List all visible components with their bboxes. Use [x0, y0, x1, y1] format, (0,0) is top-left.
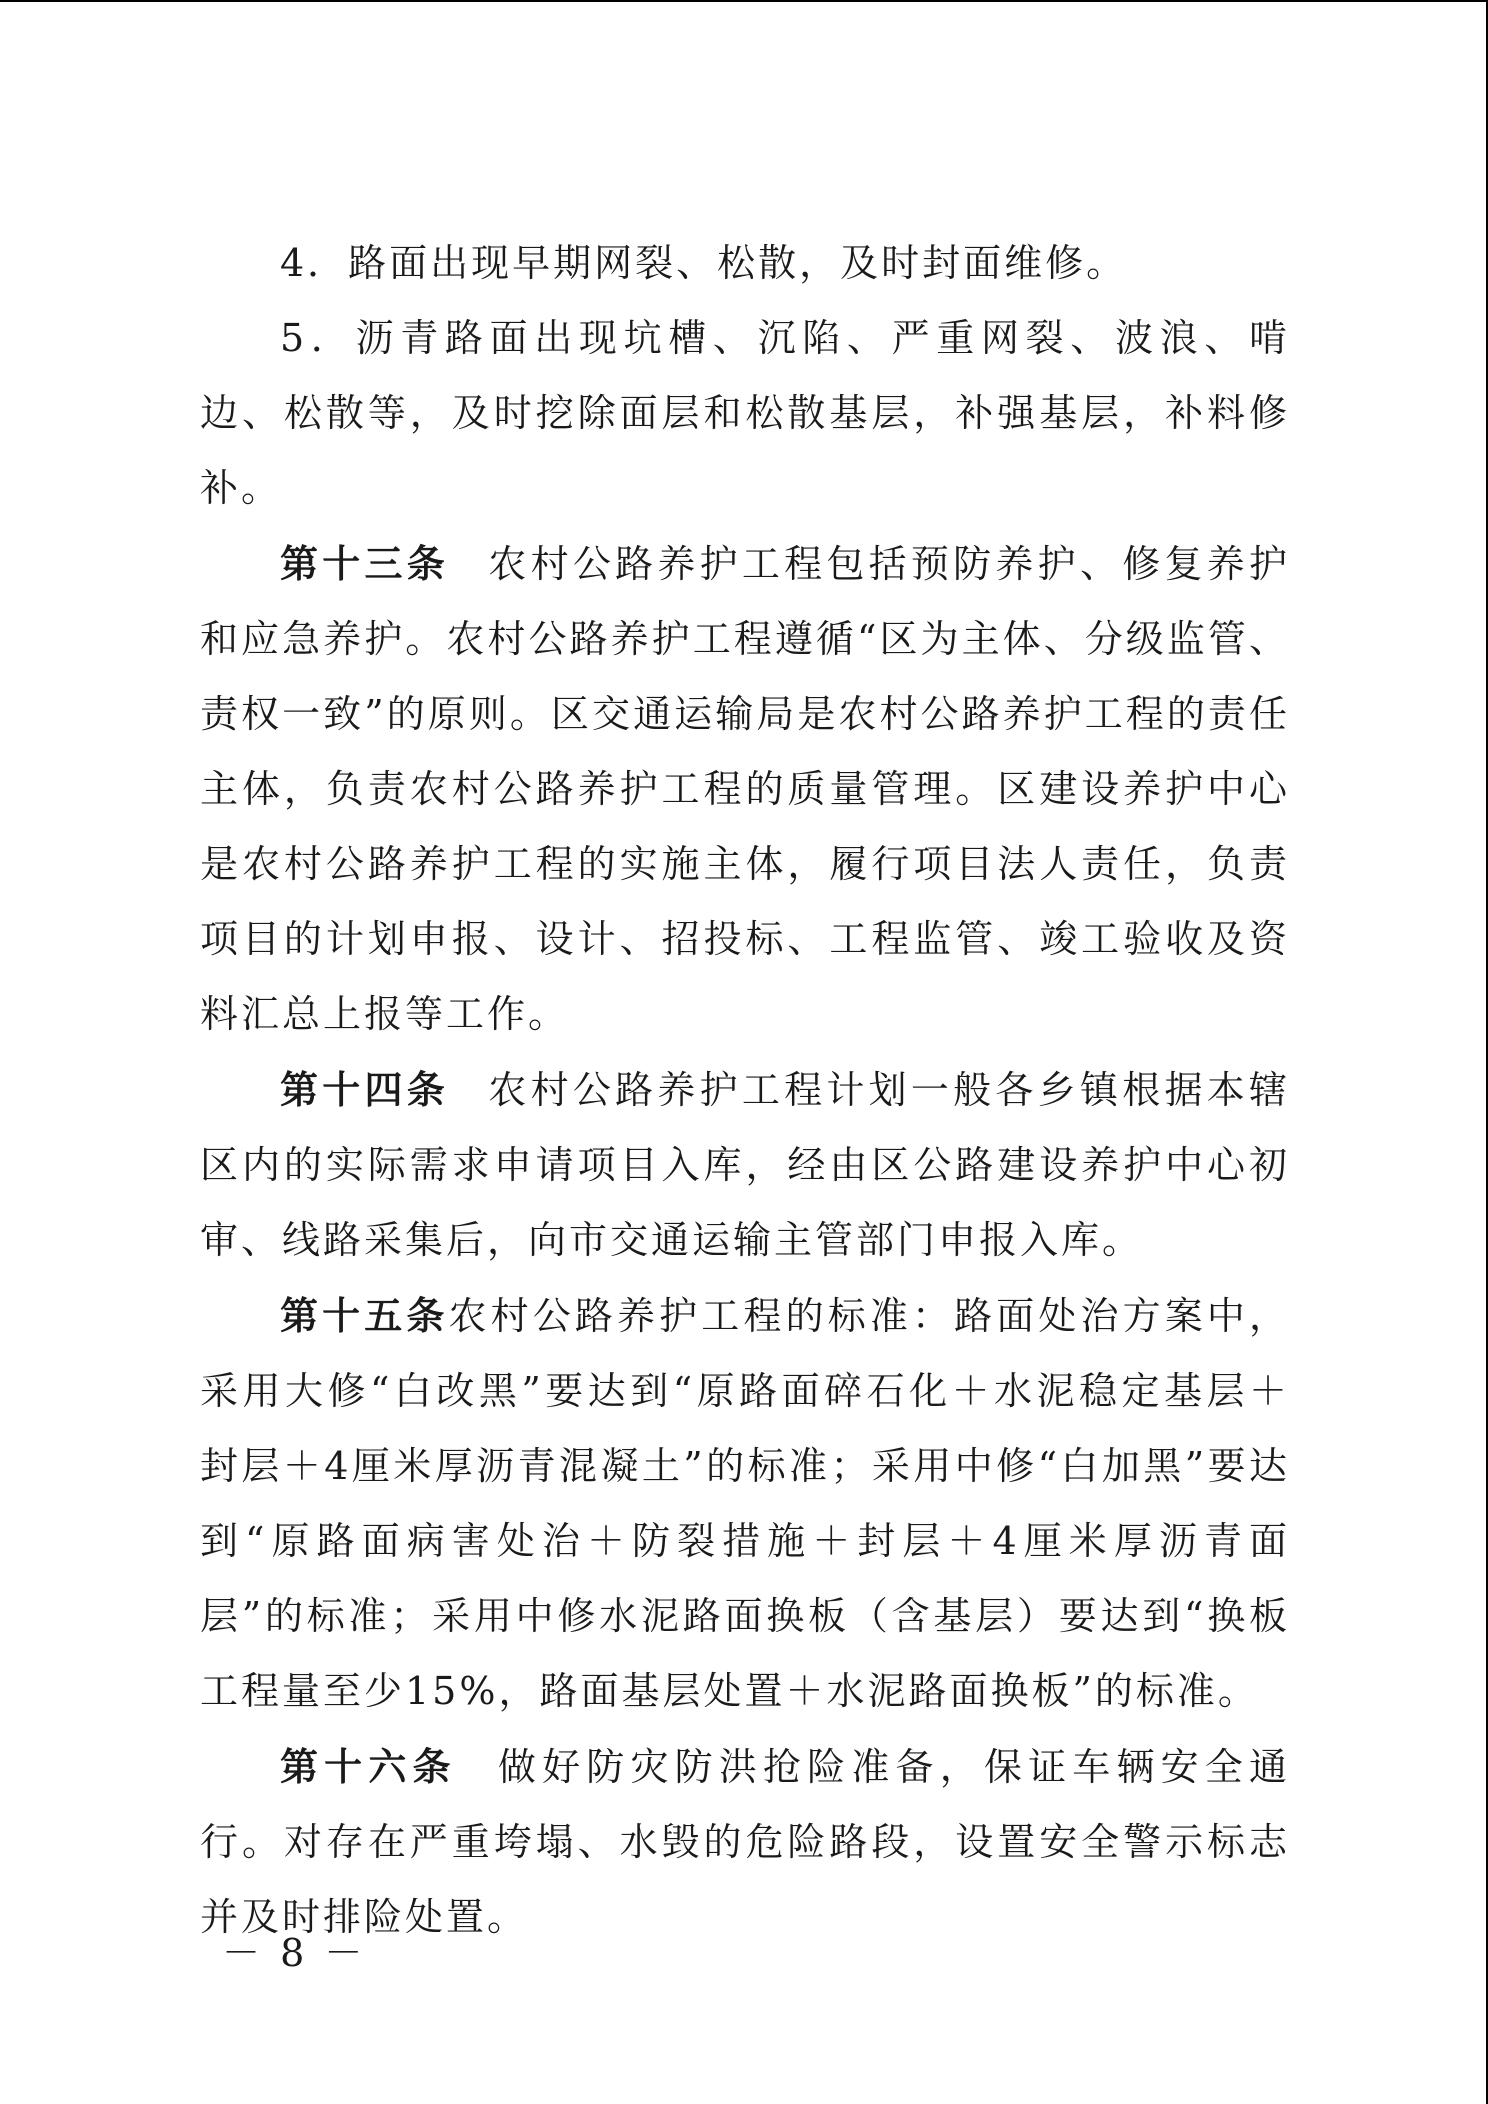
article-text: 农村公路养护工程包括预防养护、修复养护和应急养护。农村公路养护工程遵循“区为主体、分级监管、责权一致”的原则。区交通运输局是农村公路养护工程的责任主体，负责农村公路养护工程的质量管理。区建设养护中心是农村公路养护工程的实施主体，履行项目法人责任，负责项目的计划申报、设计、招投标、工程监管、竣工验收及资料汇总上报等工作。: [200, 542, 1290, 1036]
paragraph-text: 5．沥青路面出现坑槽、沉陷、严重网裂、波浪、啃边、松散等，及时挖除面层和松散基层，补强基层，补料修补。: [200, 316, 1290, 510]
article-heading: 第十三条: [280, 541, 450, 586]
article-text: 做好防灾防洪抢险准备，保证车辆安全通行。对存在严重垮塌、水毁的危险路段，设置安全警示标志并及时排险处置。: [200, 1745, 1290, 1939]
article-heading: 第十六条: [280, 1744, 457, 1789]
article-text: 农村公路养护工程的标准：路面处治方案中，采用大修“白改黑”要达到“原路面碎石化＋水泥稳定基层＋封层＋4厘米厚沥青混凝土”的标准；采用中修“白加黑”要达到“原路面病害处治＋防裂措施＋封层＋4厘米厚沥青面层”的标准；采用中修水泥路面换板（含基层）要达到“换板工程量至少15%，路面基层处置＋水泥路面换板”的标准。: [200, 1294, 1290, 1713]
article-text: 农村公路养护工程计划一般各乡镇根据本辖区内的实际需求申请项目入库，经由区公路建设养护中心初审、线路采集后，向市交通运输主管部门申报入库。: [200, 1068, 1290, 1262]
article-13: [200, 526, 1290, 1052]
page-number: － 8 －: [222, 1931, 367, 1975]
article-heading: 第十五条: [280, 1293, 449, 1338]
paragraph-item-4: [200, 226, 1290, 301]
article-14: [200, 1052, 1290, 1278]
paragraph-text: 4．路面出现早期网裂、松散，及时封面维修。: [280, 241, 1128, 285]
article-heading: 第十四条: [280, 1067, 450, 1112]
paragraph-item-5: [200, 301, 1290, 526]
body-text: [200, 226, 1290, 1955]
article-15: [200, 1278, 1290, 1729]
